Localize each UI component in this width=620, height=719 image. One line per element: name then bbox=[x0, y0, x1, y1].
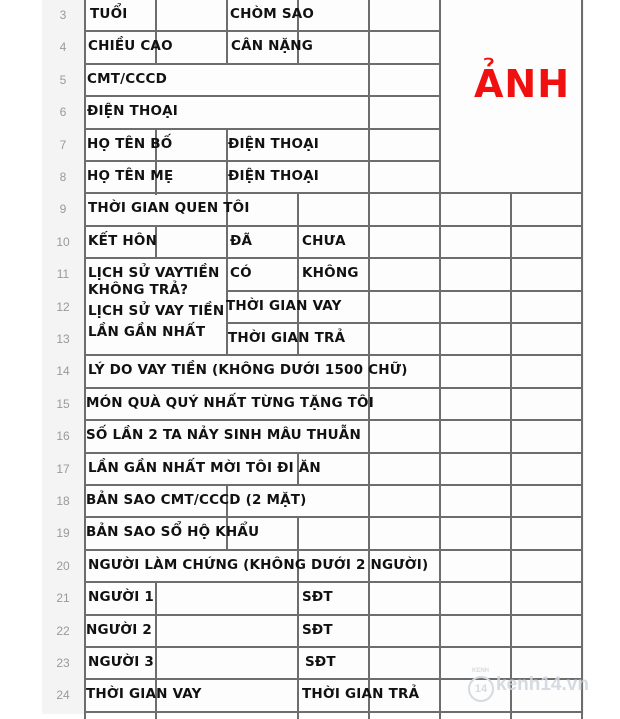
label-lich-su-vay-tien: LỊCH SỬ VAY TIỀN bbox=[88, 303, 225, 319]
form-field-label: ĐIỆN THOẠI bbox=[87, 103, 179, 119]
grid-line-h bbox=[84, 419, 583, 421]
row-number: 22 bbox=[56, 624, 70, 638]
row-number: 6 bbox=[59, 105, 67, 119]
grid-line-h bbox=[84, 95, 441, 97]
grid-line-v bbox=[439, 0, 441, 719]
row-number: 23 bbox=[56, 656, 70, 670]
form-field-label: HỌ TÊN BỐ bbox=[87, 136, 173, 152]
form-field-label: THỜI GIAN VAY bbox=[86, 686, 202, 702]
form-field-label: SĐT bbox=[305, 654, 336, 670]
grid-line-h bbox=[84, 160, 441, 162]
photo-placeholder-label: ẢNH bbox=[474, 62, 571, 106]
grid-line-v bbox=[297, 516, 299, 719]
row-number: 4 bbox=[59, 40, 67, 54]
label-khong-tra: KHÔNG TRẢ? bbox=[88, 282, 189, 298]
watermark-logo-icon: 14 bbox=[468, 676, 494, 702]
watermark-text: kenh14.vn bbox=[496, 674, 589, 695]
form-field-label: LẦN GẦN NHẤT MỜI TÔI ĐI ĂN bbox=[88, 460, 321, 476]
row-number: 7 bbox=[59, 138, 67, 152]
row-number: 15 bbox=[56, 397, 70, 411]
grid-line-v bbox=[368, 0, 370, 130]
row-number: 3 bbox=[59, 8, 67, 22]
row-number: 19 bbox=[56, 526, 70, 540]
form-field-label: SĐT bbox=[302, 589, 333, 605]
row-number: 12 bbox=[56, 300, 70, 314]
grid-line-v bbox=[84, 0, 86, 719]
form-field-label: KẾT HÔN bbox=[88, 233, 158, 249]
form-field-label: HỌ TÊN MẸ bbox=[87, 168, 174, 184]
form-field-label: BẢN SAO CMT/CCCD (2 MẶT) bbox=[86, 492, 307, 508]
grid-line-v bbox=[226, 0, 228, 65]
grid-line-h bbox=[84, 646, 583, 648]
form-field-label: SĐT bbox=[302, 622, 333, 638]
form-field-label: ĐIỆN THOẠI bbox=[228, 168, 320, 184]
row-number: 17 bbox=[56, 462, 70, 476]
grid-line-h bbox=[226, 290, 583, 292]
grid-line-h bbox=[84, 30, 441, 32]
grid-line-v bbox=[510, 192, 512, 719]
form-field-label: CÂN NẶNG bbox=[231, 38, 314, 54]
grid-line-h bbox=[84, 128, 441, 130]
row-number: 18 bbox=[56, 494, 70, 508]
row-number: 13 bbox=[56, 332, 70, 346]
form-field-label: THỜI GIAN VAY bbox=[226, 298, 342, 314]
grid-line-h bbox=[84, 581, 583, 583]
row-number: 24 bbox=[56, 688, 70, 702]
row-number: 16 bbox=[56, 429, 70, 443]
grid-line-h bbox=[84, 516, 583, 518]
row-number: 14 bbox=[56, 364, 70, 378]
row-number: 9 bbox=[59, 202, 67, 216]
form-field-label: BẢN SAO SỔ HỘ KHẨU bbox=[86, 524, 260, 540]
form-field-label: SỐ LẦN 2 TA NẢY SINH MÂU THUẪN bbox=[86, 427, 361, 443]
form-field-label: LÝ DO VAY TIỀN (KHÔNG DƯỚI 1500 CHỮ) bbox=[88, 362, 408, 378]
grid-line-h bbox=[84, 354, 583, 356]
form-field-label: LỊCH SỬ VAYTIỀN bbox=[88, 265, 220, 281]
grid-line-h bbox=[84, 192, 583, 194]
watermark-brand-small: KENH bbox=[472, 668, 490, 674]
row-number: 21 bbox=[56, 591, 70, 605]
label-lan-gan-nhat: LẦN GẦN NHẤT bbox=[88, 324, 206, 340]
form-field-label: THỜI GIAN TRẢ bbox=[302, 686, 420, 702]
form-field-label: KHÔNG bbox=[302, 265, 359, 281]
grid-line-h bbox=[84, 387, 583, 389]
form-field-label: NGƯỜI 2 bbox=[86, 622, 152, 638]
form-field-label: CHÒM SAO bbox=[230, 6, 315, 22]
grid-line-v bbox=[297, 192, 299, 259]
row-number: 5 bbox=[59, 73, 67, 87]
grid-line-v bbox=[581, 0, 583, 719]
grid-line-h bbox=[84, 63, 441, 65]
form-field-label: ĐIỆN THOẠI bbox=[228, 136, 320, 152]
grid-line-v bbox=[368, 192, 370, 719]
form-field-label: CMT/CCCD bbox=[87, 71, 168, 87]
grid-line-h bbox=[84, 257, 583, 259]
grid-line-v bbox=[368, 128, 370, 195]
grid-line-h bbox=[84, 549, 583, 551]
form-field-label: NGƯỜI 3 bbox=[88, 654, 154, 670]
grid-line-h bbox=[84, 452, 583, 454]
row-number: 20 bbox=[56, 559, 70, 573]
form-field-label: ĐÃ bbox=[230, 233, 253, 249]
row-number: 11 bbox=[56, 267, 70, 281]
form-field-label: CHƯA bbox=[302, 233, 346, 249]
form-field-label: MÓN QUÀ QUÝ NHẤT TỪNG TẶNG TÔI bbox=[86, 395, 374, 411]
form-field-label: NGƯỜI LÀM CHỨNG (KHÔNG DƯỚI 2 NGƯỜI) bbox=[88, 557, 429, 573]
grid-line-h bbox=[84, 614, 583, 616]
form-field-label: THỜI GIAN QUEN TÔI bbox=[88, 200, 250, 216]
row-number: 10 bbox=[56, 235, 70, 249]
form-field-label: CHIỀU CAO bbox=[88, 38, 173, 54]
grid-line-h bbox=[84, 711, 583, 713]
form-field-label: CÓ bbox=[230, 265, 252, 281]
row-number: 8 bbox=[59, 170, 67, 184]
form-field-label: THỜI GIAN TRẢ bbox=[228, 330, 346, 346]
grid-line-h bbox=[84, 225, 583, 227]
grid-line-h bbox=[84, 484, 583, 486]
grid-line-v bbox=[155, 0, 157, 65]
form-field-label: TUỔI bbox=[90, 6, 128, 22]
form-field-label: NGƯỜI 1 bbox=[88, 589, 154, 605]
grid-line-h bbox=[226, 322, 583, 324]
